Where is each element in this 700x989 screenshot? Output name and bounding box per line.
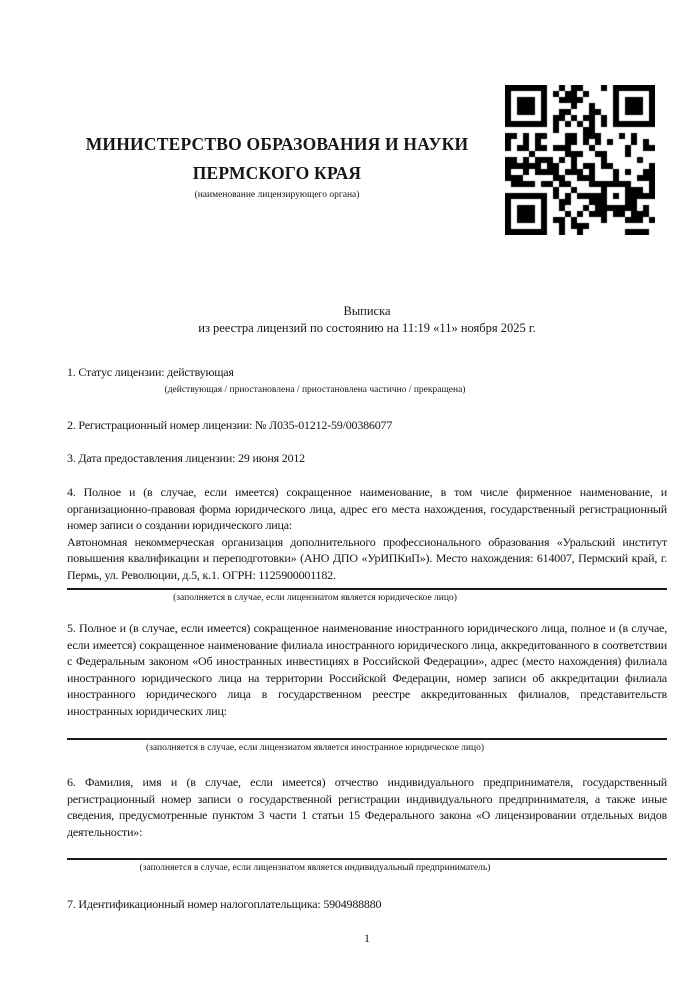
fill-line-legal-entity — [67, 588, 667, 590]
ministry-name-line-1: МИНИСТЕРСТВО ОБРАЗОВАНИЯ И НАУКИ — [85, 134, 469, 154]
legal-entity-section — [67, 484, 667, 583]
license-grant-date-line: 3. Дата предоставления лицензии: 29 июня 2012 — [67, 451, 305, 465]
letterhead-caption: (наименование лицензирующего органа) — [194, 190, 360, 200]
ministry-name-line-2: ПЕРМСКОГО КРАЯ — [192, 163, 362, 183]
license-status-options-caption: (действующая / приостановлена / приостановлена частично / прекращена) — [164, 385, 466, 395]
license-status-line: 1. Статус лицензии: действующая — [67, 365, 234, 379]
foreign-entity-caption: (заполняется в случае, если лицензиатом является иностранное юридическое лицо) — [146, 743, 484, 753]
legal-entity-section-label: 4. Полное и (в случае, если имеется) сокращенное наименование, в том числе фирменное наименование, и организационно-правовая форма юридического лица, адрес его места нахождения, государственный регистрационный номер записи о создании юридического лица: — [67, 485, 667, 532]
document-title-block — [67, 303, 667, 337]
page-number: 1 — [364, 931, 370, 945]
qr-code — [505, 85, 655, 235]
fill-line-foreign-entity — [67, 738, 667, 740]
registration-number-line: 2. Регистрационный номер лицензии: № Л035-01212-59/00386077 — [67, 418, 393, 432]
document-body — [67, 303, 667, 947]
letterhead — [67, 130, 487, 202]
taxpayer-number-line: 7. Идентификационный номер налогоплательщика: 5904988880 — [67, 897, 382, 911]
entrepreneur-section-label: 6. Фамилия, имя и (в случае, если имеется) отчество индивидуального предпринимателя, государственный регистрационный номер записи о государственной регистрации индивидуального предпринимателя, а также иные сведения, предусмотренные пунктом 3 части 1 статьи 15 Федерального закона «О лицензировании отдельных видов деятельности»: — [67, 775, 667, 839]
legal-entity-value: Автономная некоммерческая организация дополнительного профессионального образования «Уральский институт повышения квалификации и переподготовки» (АНО ДПО «УрИПКиП»). Место нахождения: 614007, Пермский край, г. Пермь, ул. Революции, д.5, к.1. ОГРН: 1125900001182. — [67, 534, 667, 582]
entrepreneur-caption: (заполняется в случае, если лицензиатом является индивидуальный предприниматель) — [139, 863, 491, 873]
document-subtitle: из реестра лицензий по состоянию на 11:19 «11» ноября 2025 г. — [198, 321, 536, 335]
document-title: Выписка — [343, 304, 391, 318]
fill-line-entrepreneur — [67, 858, 667, 860]
foreign-entity-section-label: 5. Полное и (в случае, если имеется) сокращенное наименование иностранного юридического лица, полное и (в случае, если имеется) сокращенное наименование филиала иностранного юридического лица, аккредитованного в соответствии с Федеральным законом «Об иностранных инвестициях в Российской Федерации», адрес (место нахождения) филиала иностранного юридического лица на территории Российской Федерации, номер записи об аккредитации филиала иностранного юридического лица в государственном реестре аккредитованных филиалов, представительств иностранных юридических лиц: — [67, 621, 667, 718]
legal-entity-caption: (заполняется в случае, если лицензиатом является юридическое лицо) — [173, 593, 457, 603]
